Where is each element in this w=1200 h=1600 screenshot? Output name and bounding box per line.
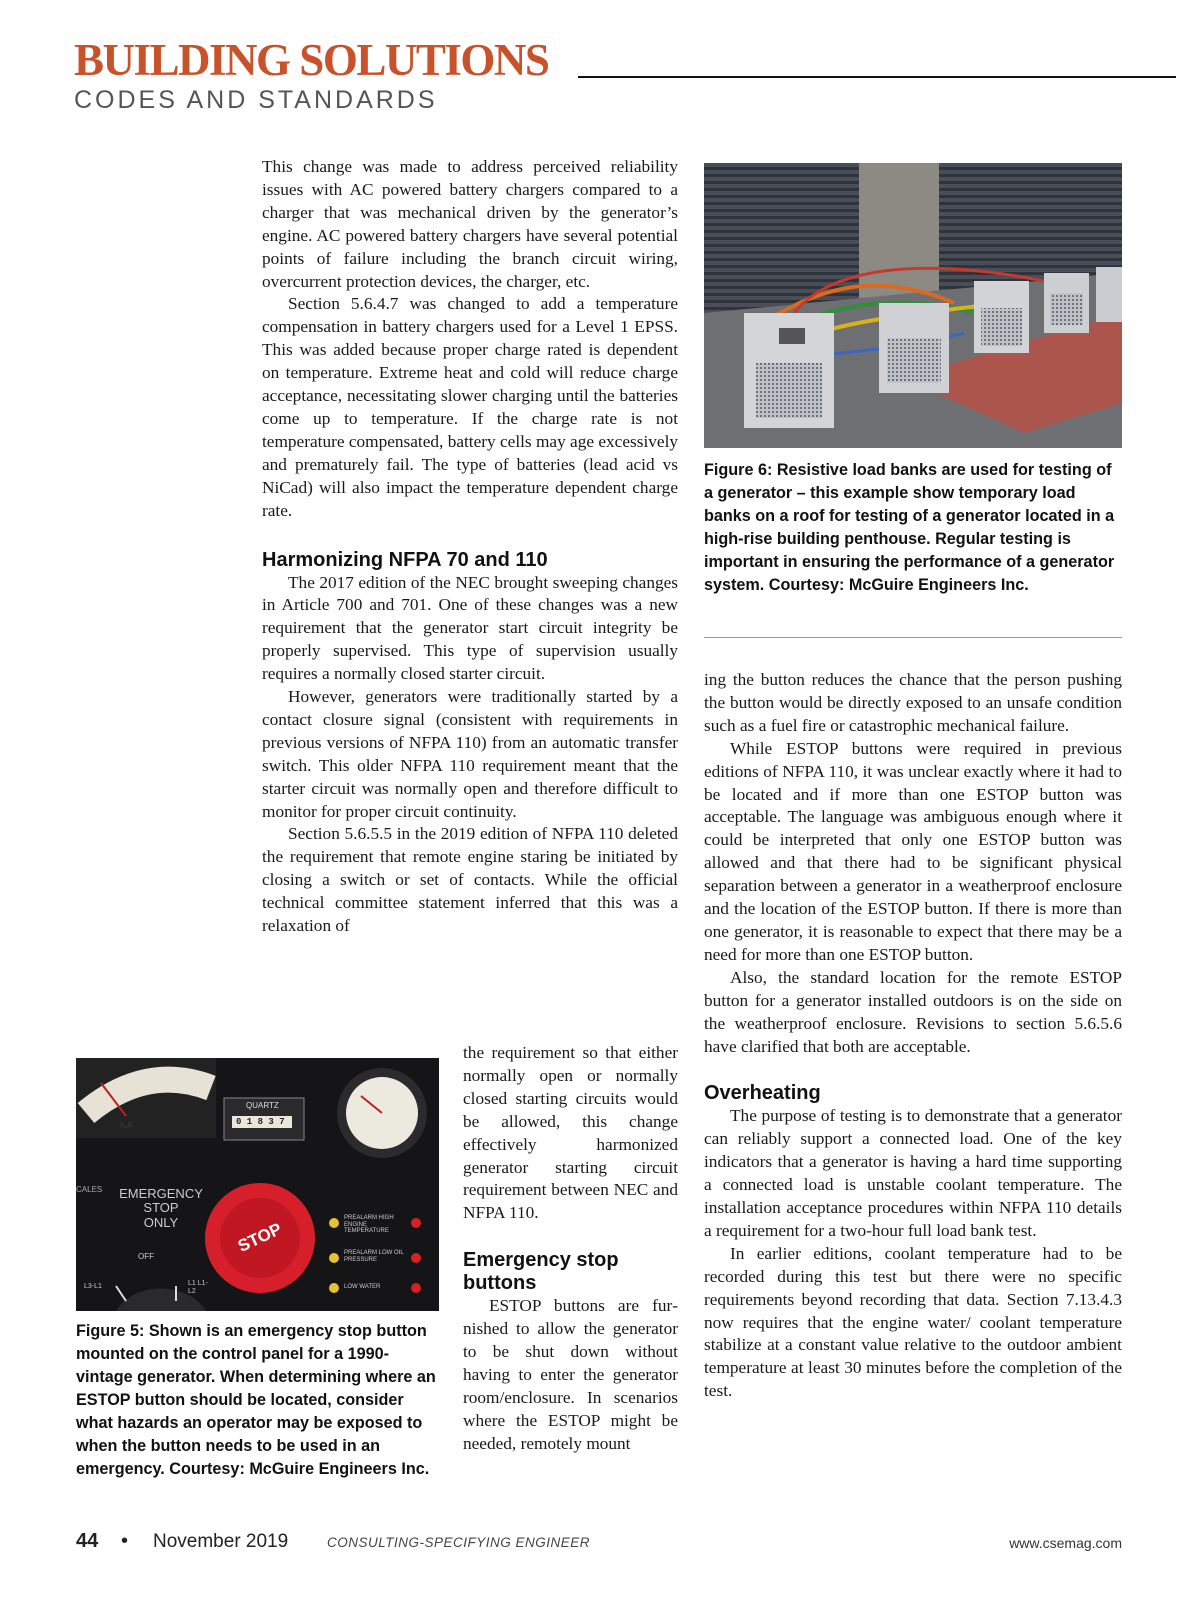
ammeter-unit: KA — [120, 1120, 133, 1130]
paragraph: This change was made to address perceived reliability issues with AC powered battery chargers compared to a charger that was mechanical driven by the generator’s engine. AC powered battery chargers have several potential points of failure including the branch circuit wiring, overcurrent protection devices, the charger, etc. — [262, 157, 678, 291]
panel-label-l1l2: L1 L1-L2 — [188, 1280, 208, 1295]
indicator-label-water: LOW WATER — [344, 1284, 381, 1290]
section-subtitle: CODES AND STANDARDS — [74, 86, 438, 114]
paragraph: In earlier editions, coolant temperature had to be recorded during this test but there were no specific requirements beyond recording that data. Section 7.13.4.3 now requires that the engine water/ coolant temperature stabilize at a constant value relative to the outdoor ambient temperature at least 30 minutes before the completion of the test. — [704, 1243, 1122, 1401]
panel-label-stop: STOP — [143, 1200, 179, 1216]
caption-divider — [704, 637, 1122, 638]
paragraph: Section 5.6.4.7 was changed to add a temperature compensation in battery chargers used for a Level 1 EPSS. This was added because proper charge rated is dependent on temperature. Extreme heat and cold will reduce charge acceptance, necessitating slower charging until the batteries come up to temperature. If the charge rate is not temperature compensated, battery cells may age excessively and prematurely fail. The type of batteries (lead acid vs NiCad) will also impact the temperature dependent charge rate. — [262, 294, 679, 520]
subheading-harmonizing: Harmonizing NFPA 70 and 110 — [262, 548, 548, 571]
estop-button-label: STOP — [234, 1219, 285, 1256]
panel-label-l3l1: L3-L1 — [84, 1283, 102, 1290]
header-rule — [578, 76, 1176, 78]
footer-bullet: • — [121, 1530, 129, 1552]
paragraph: The 2017 edition of the NEC brought sweeping changes in Article 700 and 701. One of these changes was a new requirement that the generator start circuit integrity be properly supervised. This type of supervision usually requires a normally closed starter circuit. — [262, 572, 678, 684]
counter-brand: QUARTZ — [246, 1101, 279, 1110]
subheading-estop: Emergency stop buttons — [463, 1249, 619, 1295]
paragraph: ESTOP buttons are furnished to allow the generator to be shut down without having to enter the generator room/enclosure. In scenarios where the ESTOP might be needed, remotely mount — [463, 1296, 678, 1453]
paragraph: While ESTOP buttons were required in previous editions of NFPA 110, it was unclear exactly where it had to be located and if more than one ESTOP button was acceptable. The language was ambiguous enough where it could be interpreted that only one ESTOP button was allowed and that there had to be significant physical separation between a generator in a weatherproof enclosure and the location of the ESTOP button. If there is more than one generator, it is reasonable to expect that there may be a need for more than one ESTOP button. — [704, 738, 1122, 964]
page-number: 44 — [76, 1530, 99, 1552]
load-banks-image — [704, 163, 1122, 448]
indicator-label-oil: PREALARM LOW OIL PRESSURE — [344, 1250, 404, 1263]
paragraph: Section 5.6.5.5 in the 2019 edition of NFPA 110 deleted the requirement that remote engine staring be initiated by closing a switch or set of contacts. While the official technical committee statement inferred that this was a relaxation of — [262, 824, 678, 936]
estop-panel-image — [76, 1058, 439, 1311]
article-column-1-narrow — [463, 1042, 678, 1456]
paragraph: However, generators were traditionally started by a contact closure signal (consistent with requirements in previous versions of NFPA 110) from an automatic transfer switch. This older NFPA 110 requirement meant that the starter circuit was normally open and therefore difficult to monitor for proper circuit continuity. — [262, 687, 678, 821]
subheading-overheating: Overheating — [704, 1082, 821, 1105]
paragraph: ing the button reduces the chance that the person pushing the button would be directly exposed to an unsafe condition such as a fuel fire or catastrophic mechanical failure. — [704, 670, 1122, 735]
figure-6-caption: Figure 6: Resistive load banks are used for testing of a generator – this example show temporary load banks on a roof for testing of a generator located in a high-rise building penthouse. Regular testing is important in ensuring the performance of a generator system. Courtesy: McGuire Engineers Inc. — [704, 461, 1115, 594]
article-column-1 — [262, 156, 678, 938]
paragraph: Also, the standard location for the remote ESTOP button for a generator installed outdoors is on the side on the weatherproof enclosure. Revisions to section 5.6.5.6 have clarified that both are acceptable. — [704, 967, 1122, 1056]
panel-label-only: ONLY — [143, 1214, 179, 1230]
panel-label-scales: CALES — [76, 1185, 103, 1194]
panel-label-off: OFF — [138, 1252, 154, 1261]
website-url: www.csemag.com — [1009, 1535, 1122, 1551]
section-title: BUILDING SOLUTIONS — [74, 35, 549, 85]
figure-5-photo — [76, 1058, 439, 1311]
paragraph: the requirement so that either normally open or normally closed starting circuits would be allowed, this change effectively harmonized generator starting circuit requirement between NEC and NFPA 110. — [463, 1043, 678, 1223]
counter-value: 0 1 8 3 7 — [236, 1117, 285, 1127]
article-column-2 — [704, 669, 1122, 1403]
indicator-label-temp: PREALARM HIGH ENGINE TEMPERATURE — [344, 1215, 394, 1235]
paragraph: The purpose of testing is to demonstrate that a generator can reliably support a connected load. One of the key indicators that a generator is having a hard time supporting a connected load is unstable coolant temperature. The installation acceptance procedures within NFPA 110 details a requirement for a two-hour full load bank test. — [704, 1106, 1122, 1240]
figure-5-caption: Figure 5: Shown is an emergency stop button mounted on the control panel for a 1990-vintage generator. When determining where an ESTOP button should be located, consider what hazards an operator may be exposed to when the button needs to be used in an emergency. Courtesy: McGuire Engineers Inc. — [76, 1322, 436, 1478]
publication-name: CONSULTING-SPECIFYING ENGINEER — [327, 1535, 591, 1550]
panel-label-emergency: EMERGENCY — [119, 1186, 203, 1201]
issue-date: November 2019 — [153, 1531, 289, 1552]
figure-6-photo — [704, 163, 1122, 448]
